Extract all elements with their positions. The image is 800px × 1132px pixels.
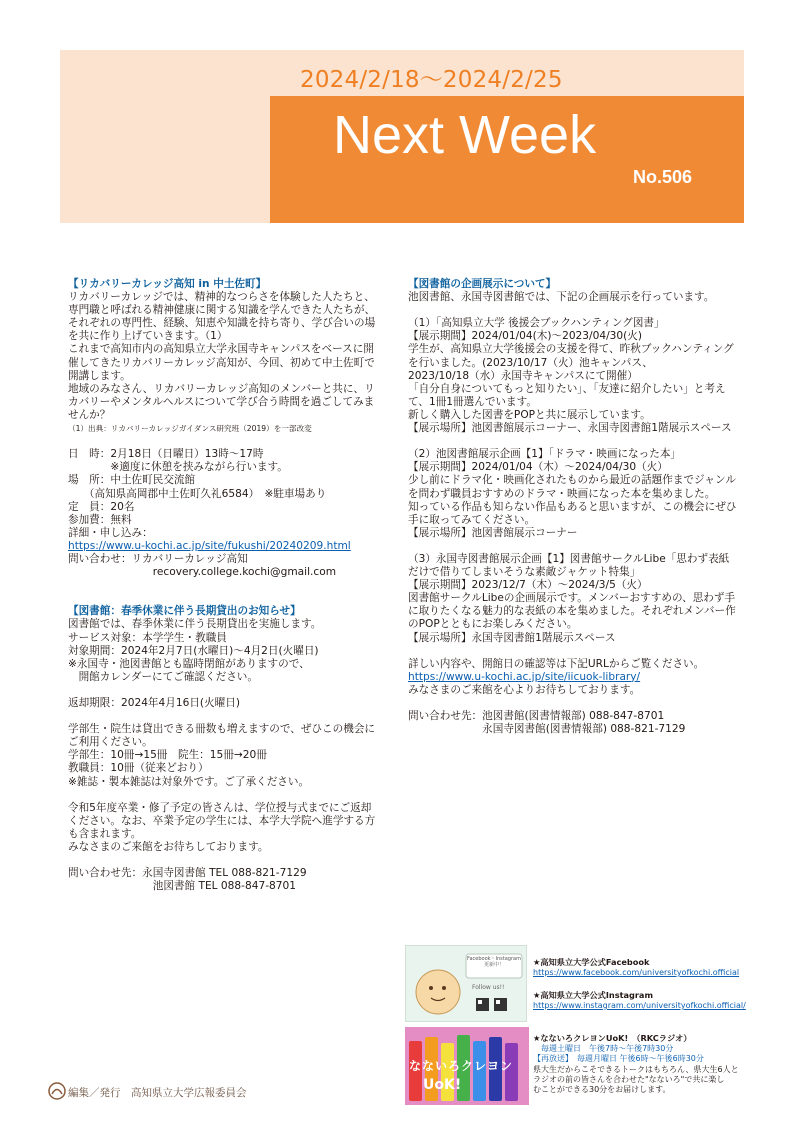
text-line: 令和5年度卒業・修了予定の皆さんは、学位授与式までにご返却 bbox=[68, 801, 372, 814]
contact-line: 問い合わせ：リカバリーカレッジ高知 bbox=[68, 552, 248, 565]
contact-email: recovery.college.kochi@gmail.com bbox=[68, 566, 337, 579]
detail-line: 日 時：2月18日（日曜日）13時～17時 bbox=[68, 448, 264, 461]
text-line: せんか？ bbox=[68, 408, 111, 421]
text-line: 【展示期間】2024/01/04(木)～2023/04/30(火) bbox=[408, 330, 642, 343]
text-line: 開館カレンダーにてご確認ください。 bbox=[68, 670, 258, 683]
detail-line: 定 員：20名 bbox=[68, 500, 135, 513]
text-line: 【展示期間】2023/12/7（木）～2024/3/5（火） bbox=[408, 579, 648, 592]
text-line: を問わず職員おすすめのドラマ・映画になった本を集めました。 bbox=[408, 487, 716, 500]
issue-number: No.506 bbox=[633, 167, 693, 187]
sns-illustration bbox=[405, 945, 527, 1022]
text-line: サービス対象：本学学生・教職員 bbox=[68, 631, 227, 644]
university-logo-icon bbox=[48, 1082, 66, 1100]
instagram-title: ★高知県立大学公式Instagram bbox=[533, 990, 653, 1000]
contact-line: 問い合わせ先：池図書館(図書情報部) 088-847-8701 bbox=[408, 710, 665, 723]
week-dates: 2024/2/18～2024/2/25 bbox=[300, 67, 563, 93]
text-line: みなさまのご来館をお待ちしております。 bbox=[68, 841, 269, 854]
return-deadline: 返却期限：2024年4月16日(火曜日) bbox=[68, 697, 240, 709]
text-line: ※雑誌・製本雑誌は対象外です。ご了承ください。 bbox=[68, 775, 310, 788]
text-line: ※永国寺・池図書館とも臨時閉館がありますので、 bbox=[68, 657, 310, 670]
text-line: カバリーやメンタルヘルスについて学び合う時間を過ごしてみま bbox=[68, 395, 375, 408]
text-line: 【展示場所】永国寺図書館1階展示スペース bbox=[408, 631, 616, 644]
text-line: それぞれの専門性、経験、知恵や知識を持ち寄り、学び合いの場 bbox=[68, 317, 376, 330]
detail-line: 詳細・申し込み： bbox=[68, 526, 153, 539]
text-line: 学生が、高知県立大学後援会の支援を得て、昨秋ブックハンティング bbox=[408, 343, 734, 356]
text-line: 図書館では、春季休業に伴う長期貸出を実施します。 bbox=[68, 618, 322, 631]
text-line: 少し前にドラマ化・映画化されたものから最近の話題作までジャンル bbox=[408, 474, 736, 487]
library-link[interactable]: https://www.u-kochi.ac.jp/site/iicuok-library/ bbox=[408, 670, 641, 683]
radio-description: ラジオの前の皆さんを合わせた"なないろ"で共に楽し bbox=[533, 1075, 725, 1084]
recovery-college-link[interactable]: https://www.u-kochi.ac.jp/site/fukushi/20240209.html bbox=[68, 539, 351, 552]
contact-line: 永国寺図書館(図書情報部) 088-821-7129 bbox=[408, 723, 686, 736]
text-line: 教職員：10冊（従来どおり） bbox=[68, 762, 209, 775]
radio-logo-uok: UoK! bbox=[423, 1077, 462, 1093]
recovery-college-heading: 【リカバリーカレッジ高知 in 中土佐町】 bbox=[68, 278, 267, 290]
facebook-link[interactable]: https://www.facebook.com/universityofkochi.official bbox=[533, 968, 740, 977]
text-line: て、1冊1冊選んでいます。 bbox=[408, 395, 537, 408]
text-line: 【展示場所】池図書館展示コーナー、永国寺図書館1階展示スペース bbox=[408, 422, 732, 435]
radio-illustration bbox=[405, 1027, 529, 1105]
radio-rebroadcast: 【再放送】 毎週月曜日 午後6時～午後6時30分 bbox=[533, 1054, 704, 1063]
text-line: 【展示場所】池図書館展示コーナー bbox=[408, 526, 578, 539]
source-note: （1）出典：リカバリーカレッジガイダンス研究班（2019）を一部改変 bbox=[68, 424, 312, 434]
text-line: だけで借りてしまいそうな素敵ジャケット特集」 bbox=[408, 566, 641, 579]
radio-schedule: 毎週土曜日 午後7時～午後7時30分 bbox=[533, 1044, 674, 1053]
text-line: 対象期間：2024年2月7日(水曜日)～4月2日(火曜日) bbox=[68, 644, 319, 657]
text-line: も含まれます。 bbox=[68, 827, 142, 840]
text-line: ご利用ください。 bbox=[68, 736, 153, 749]
text-line: 2023/10/18（水）永国寺キャンパスにて開催） bbox=[408, 369, 638, 382]
detail-line: 参加費：無料 bbox=[68, 513, 132, 526]
text-line: （1）「高知県立大学 後援会ブックハンティング図書」 bbox=[408, 317, 665, 330]
text-line: ください。なお、卒業予定の学生には、本学大学院へ進学する方 bbox=[68, 814, 376, 827]
text-line: のPOPとともにお楽しみください。 bbox=[408, 618, 578, 631]
text-line: 専門職と呼ばれる精神健康に関する知識を学んできた人たちが、 bbox=[68, 304, 376, 317]
contact-line: 問い合わせ先：永国寺図書館 TEL 088-821-7129 bbox=[68, 867, 307, 880]
library-loan-heading: 【図書館：春季休業に伴う長期貸出のお知らせ】 bbox=[68, 605, 301, 618]
page-title: Next Week bbox=[333, 105, 597, 165]
text-line: （2）池図書館展示企画【1】「ドラマ・映画になった本」 bbox=[408, 448, 682, 461]
illus-caption: Facebook・Instagram 更新中！ bbox=[467, 956, 521, 968]
text-line: 知っている作品も知らない作品もあると思いますが、この機会にぜひ bbox=[408, 500, 737, 513]
text-line: 地域のみなさん、リカバリーカレッジ高知のメンバーと共に、リ bbox=[68, 382, 375, 395]
text-line: 新しく購入した図書をPOPと共に展示しています。 bbox=[408, 408, 651, 421]
text-line: これまで高知市内の高知県立大学永国寺キャンパスをベースに開 bbox=[68, 343, 374, 356]
text-line: 手に取ってみてください。 bbox=[408, 513, 536, 526]
text-line: を共に作り上げていきます。（1） bbox=[68, 330, 228, 343]
text-line: に取りたくなる魅力的な表紙の本を集めました。それぞれメンバー作 bbox=[408, 605, 736, 618]
text-line: 学部生：10冊→15冊 院生：15冊→20冊 bbox=[68, 749, 267, 762]
text-line: 開講します。 bbox=[68, 369, 131, 382]
text-line: （3）永国寺図書館展示企画【1】図書館サークルLibe「思わず表紙 bbox=[408, 552, 730, 565]
text-line: リカバリーカレッジでは、精神的なつらさを体験した人たちと、 bbox=[68, 291, 375, 304]
text-line: を行いました。(2023/10/17（火）池キャンパス、 bbox=[408, 356, 653, 369]
radio-title: ★なないろクレヨンUoK! （RKCラジオ） bbox=[533, 1033, 692, 1043]
text-line: みなさまのご来館を心よりお待ちしております。 bbox=[408, 683, 641, 696]
contact-line: 池図書館 TEL 088-847-8701 bbox=[68, 880, 296, 893]
text-line: 催してきたリカバリーカレッジ高知が、今回、初めて中土佐町で bbox=[68, 356, 375, 369]
text-line: 【展示期間】2024/01/04（木）～2024/04/30（火） bbox=[408, 461, 668, 474]
publisher-footer: 編集／発行 高知県立大学広報委員会 bbox=[68, 1087, 247, 1099]
text-line: 「自分自身についてもっと知りたい」、「友達に紹介したい」と考え bbox=[408, 382, 726, 395]
text-line: 詳しい内容や、開館日の確認等は下記URLからご覧ください。 bbox=[408, 657, 705, 670]
radio-description: むことができる30分をお届けします。 bbox=[533, 1085, 671, 1094]
instagram-link[interactable]: https://www.instagram.com/universityofkochi.official/ bbox=[533, 1001, 746, 1010]
follow-us-label: Follow us!! bbox=[472, 984, 505, 991]
radio-description: 県大生だからこそできるトークはもちろん、県大生6人と bbox=[533, 1065, 739, 1074]
text-line: 図書館サークルLibeの企画展示です。メンバーおすすめの、思わず手 bbox=[408, 592, 736, 605]
left-column bbox=[68, 278, 398, 893]
text-line: 学部生・院生は貸出できる冊数も増えますので、ぜひこの機会に bbox=[68, 723, 376, 736]
text-line: 池図書館、永国寺図書館では、下記の企画展示を行っています。 bbox=[408, 291, 715, 304]
detail-line: 場 所：中土佐町民交流館 bbox=[68, 474, 196, 487]
facebook-title: ★高知県立大学公式Facebook bbox=[533, 957, 650, 967]
right-column bbox=[408, 278, 748, 736]
radio-logo-text: なないろクレヨン bbox=[409, 1059, 514, 1073]
exhibition-heading: 【図書館の企画展示について】 bbox=[408, 278, 557, 290]
detail-line: ※適度に休憩を挟みながら行います。 bbox=[68, 461, 288, 474]
detail-line: （高知県高岡郡中土佐町久礼6584） ※駐車場あり bbox=[68, 487, 327, 500]
